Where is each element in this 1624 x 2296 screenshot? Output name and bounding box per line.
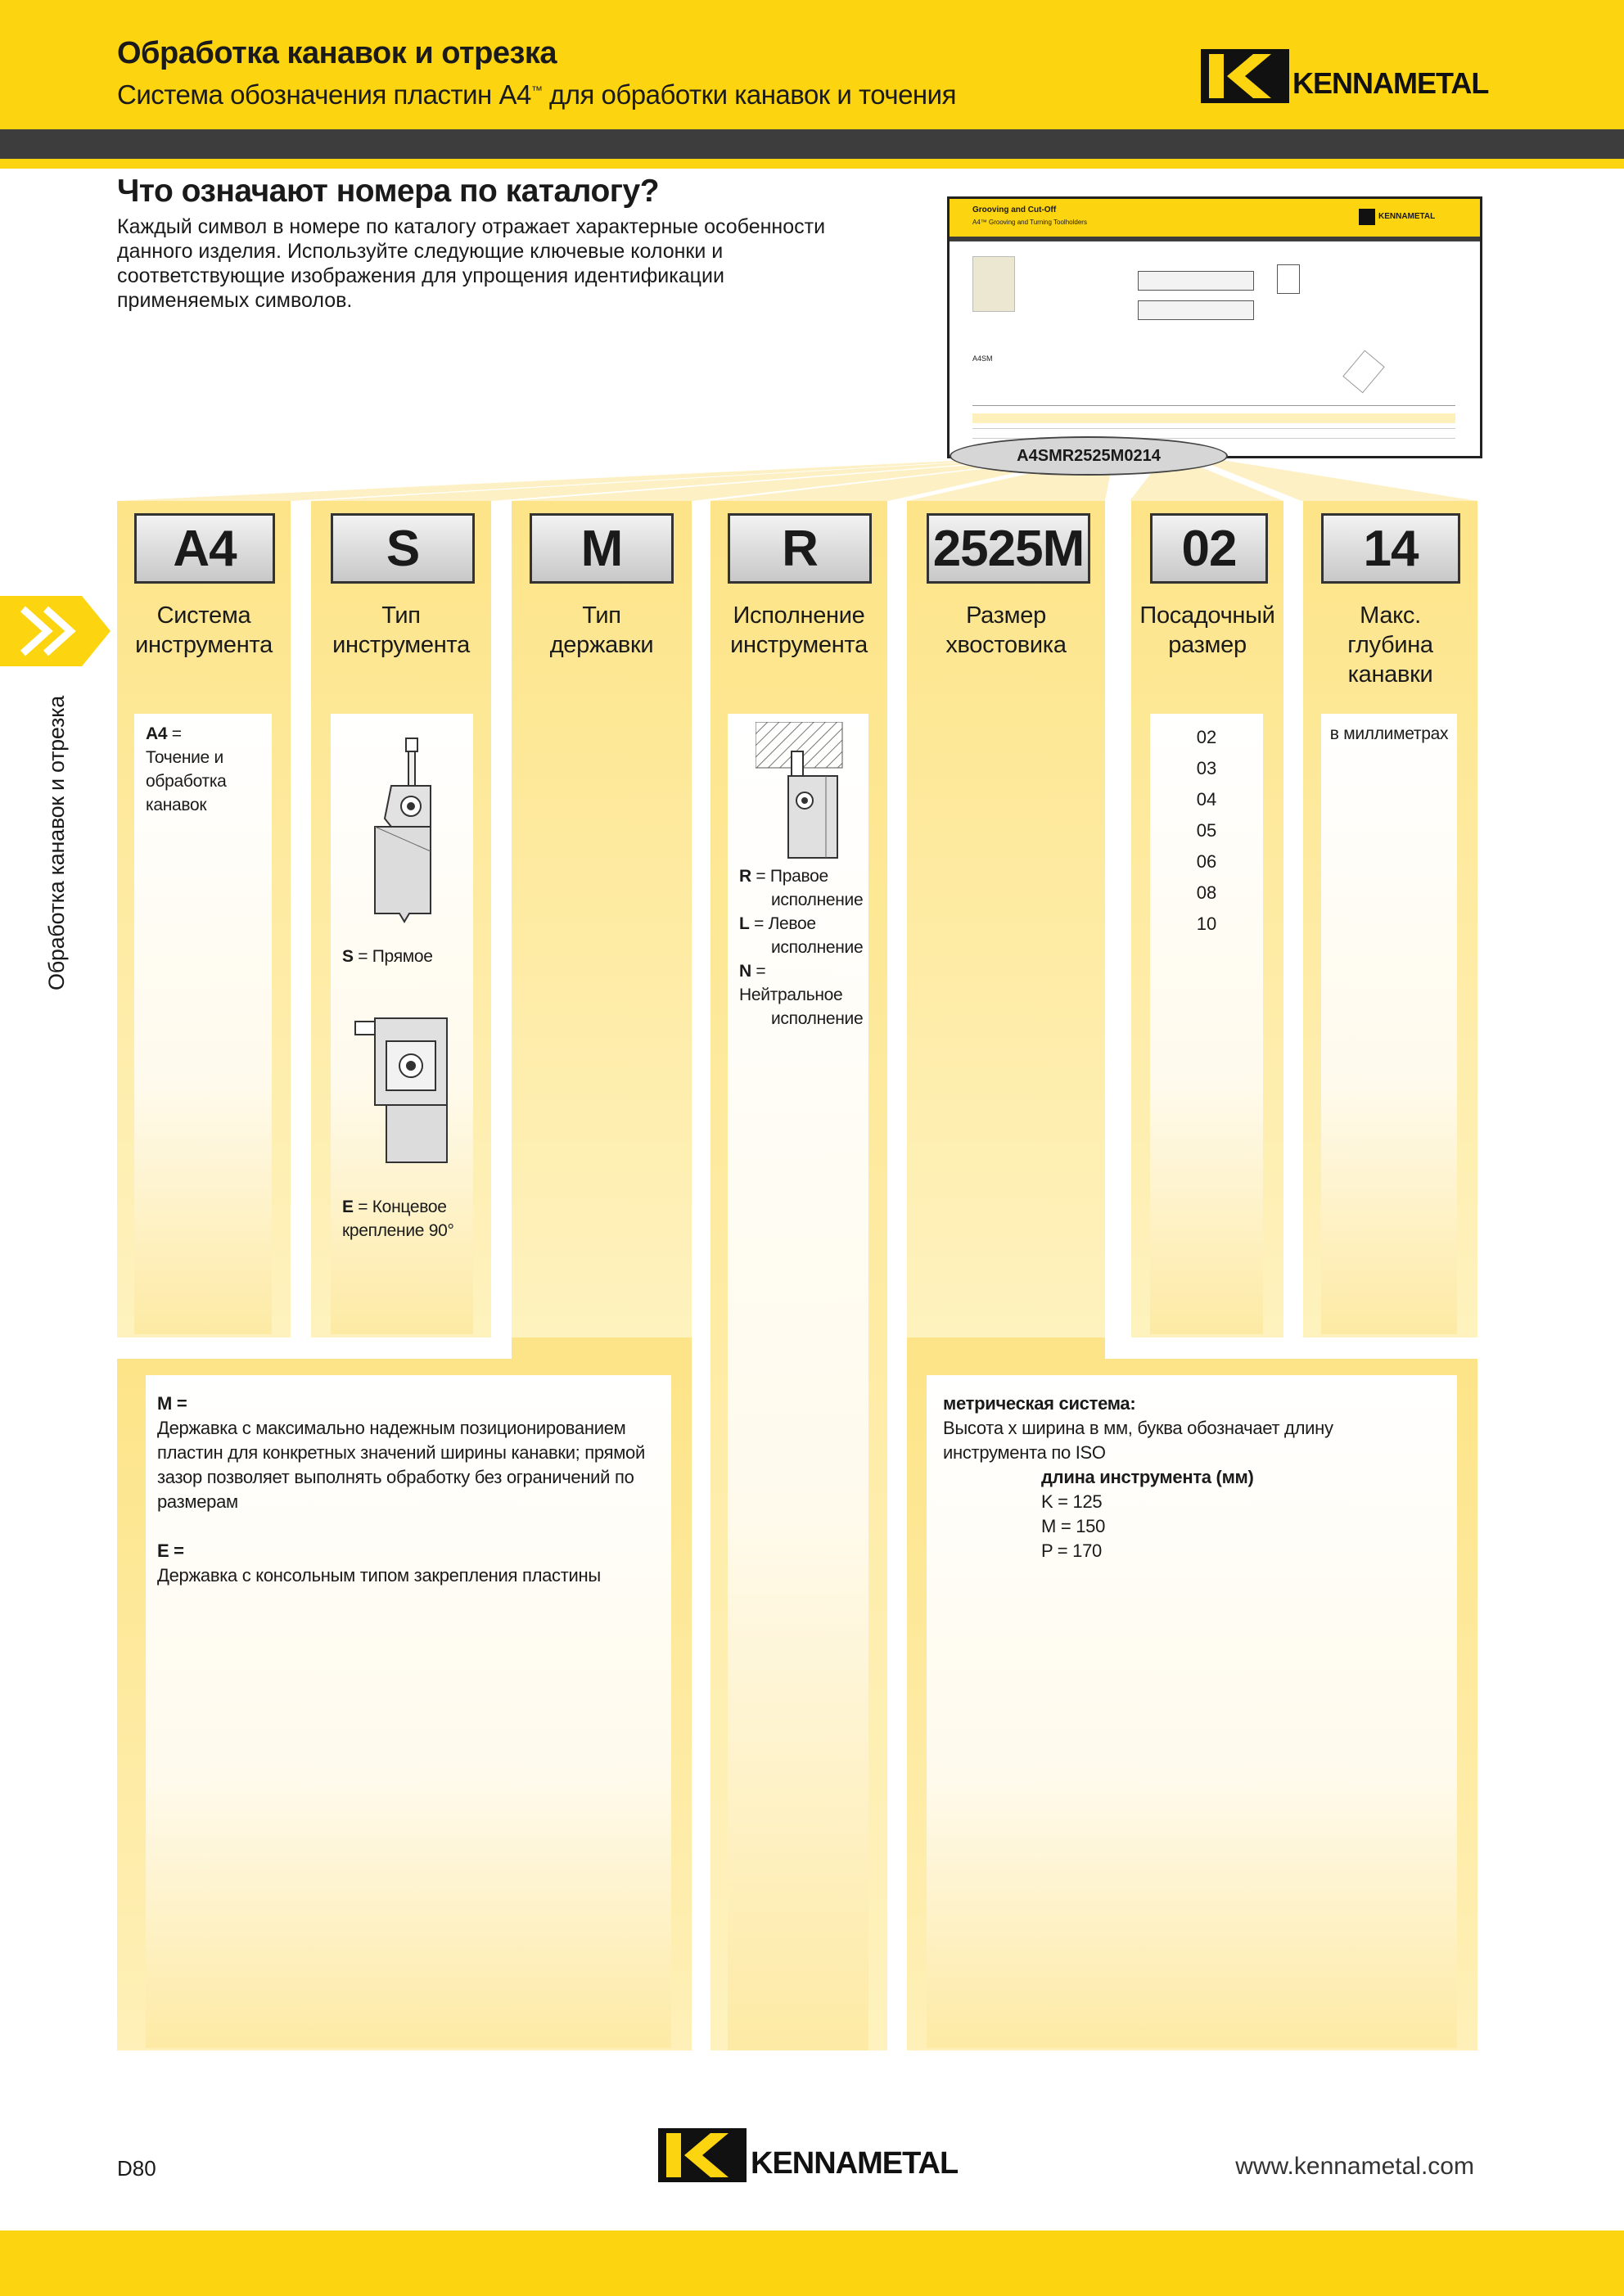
page-title: Обработка канавок и отрезка [117, 36, 557, 70]
label-shank-size: Размер хвостовика [945, 602, 1067, 658]
seat-size-item: 03 [1196, 758, 1217, 778]
seat-size-item: 05 [1196, 820, 1217, 841]
hand-definitions [739, 864, 862, 1031]
thumb-logo-text: KENNAMETAL [1378, 212, 1436, 221]
code-box-depth: 14 [1321, 513, 1460, 584]
thumb-insert-icon [1342, 350, 1385, 394]
thumb-drawing-top [1138, 271, 1254, 291]
shank-heading: метрическая система: [943, 1393, 1136, 1414]
code-box-seat-size: 02 [1150, 513, 1268, 584]
holder-type-definitions [157, 1392, 661, 1588]
thumb-drawing-end [1277, 264, 1300, 294]
seat-size-item: 08 [1196, 882, 1217, 903]
seat-size-item: 10 [1196, 913, 1217, 934]
kennametal-k-icon [1201, 49, 1289, 103]
tool-type-s-definition: S = Прямое [342, 947, 433, 966]
code-box-tool-type: S [331, 513, 475, 584]
seat-size-item: 04 [1196, 789, 1217, 810]
hand-r-definition: R = Правое исполнение [739, 867, 864, 909]
seat-size-list [1150, 722, 1263, 940]
holder-m-code: M = [157, 1393, 187, 1414]
footer-band [0, 2231, 1624, 2296]
depth-unit-text: в миллиметрах [1329, 724, 1449, 743]
holder-e-code: E = [157, 1540, 184, 1561]
website-link[interactable]: www.kennametal.com [1235, 2153, 1474, 2180]
shank-desc: Высота x ширина в мм, буква обозначает длину инструмента по ISO [943, 1418, 1333, 1463]
page-subtitle: Система обозначения пластин A4™ для обработки канавок и точения [117, 79, 956, 110]
shank-length-item: K = 125 [1041, 1491, 1103, 1512]
intro-heading: Что означают номера по каталогу? [117, 174, 660, 209]
holder-e-desc: Державка с консольным типом закрепления пластины [157, 1565, 601, 1586]
header-divider-stripe [0, 159, 1624, 169]
shank-length-heading: длина инструмента (мм) [1041, 1467, 1254, 1487]
thumb-series-label: A4SM [972, 354, 993, 363]
header-divider-bar [0, 129, 1624, 159]
thumb-logo-icon [1359, 209, 1375, 225]
end-mount-holder-drawing-icon [354, 1017, 460, 1164]
page-number: D80 [117, 2156, 156, 2181]
code-box-shank-size: 2525M [927, 513, 1090, 584]
side-tab-label: Обработка канавок и отрезка [44, 696, 69, 990]
label-hand: Исполнение инструмента [730, 602, 868, 658]
shank-size-definitions [943, 1392, 1434, 1563]
thumb-drawing-side [1138, 300, 1254, 320]
panel-seat-size [1150, 714, 1263, 1334]
label-holder-type: Тип державки [549, 602, 654, 658]
panel-depth [1321, 714, 1457, 1334]
kennametal-logo [1201, 49, 1488, 103]
intro-text: Каждый символ в номере по каталогу отражает характерные особенности данного изделия. Используйте следующие ключевые колонки и соответствующие изображения для упрощения идентификации применяемых символов. [117, 215, 826, 312]
seat-size-item: 02 [1196, 727, 1217, 747]
straight-holder-drawing-icon [368, 737, 442, 925]
kennametal-k-icon [657, 2128, 747, 2182]
shank-length-item: P = 170 [1041, 1540, 1102, 1561]
code-box-holder-type: M [530, 513, 674, 584]
kennametal-wordmark: KENNAMETAL [1292, 66, 1489, 100]
panel-hand [728, 714, 868, 2050]
code-box-system: A4 [134, 513, 275, 584]
catalog-page-thumbnail [947, 196, 1482, 458]
panel-holder-type [146, 1375, 671, 2048]
holder-m-desc: Державка с максимально надежным позиционированием пластин для конкретных значений ширины канавки; прямой зазор позволяет выполнять обработку без ограничений по размерам [157, 1418, 645, 1512]
right-hand-holder-drawing-icon [756, 722, 846, 861]
thumb-subtitle: A4™ Grooving and Turning Toolholders [972, 219, 1087, 226]
tool-type-e-definition: E = Концевое крепление 90° [342, 1198, 454, 1240]
seat-size-item: 06 [1196, 851, 1217, 872]
panel-system [134, 714, 272, 1334]
panel-shank-size [927, 1375, 1457, 2048]
hand-n-definition: N = Нейтральное исполнение [739, 962, 864, 1028]
thumb-divider [950, 237, 1480, 241]
shank-length-item: M = 150 [1041, 1516, 1106, 1536]
thumb-image [972, 256, 1015, 312]
label-depth: Макс. глубина канавки [1347, 602, 1433, 688]
kennametal-wordmark: KENNAMETAL [751, 2145, 959, 2181]
system-definition: A4 = Точение и обработка канавок [146, 724, 227, 814]
label-system: Система инструмента [135, 602, 273, 658]
thumb-title: Grooving and Cut-Off [972, 205, 1057, 214]
callout-fan [0, 442, 1624, 507]
panel-tool-type [331, 714, 473, 1334]
code-box-hand: R [728, 513, 872, 584]
side-tab-arrow-icon [0, 596, 111, 666]
label-tool-type: Тип инструмента [332, 602, 470, 658]
label-seat-size: Посадочный размер [1139, 602, 1275, 658]
catalog-number-callout: A4SMR2525M0214 [950, 436, 1228, 476]
hand-l-definition: L = Левое исполнение [739, 914, 864, 957]
footer-kennametal-logo [657, 2128, 958, 2182]
